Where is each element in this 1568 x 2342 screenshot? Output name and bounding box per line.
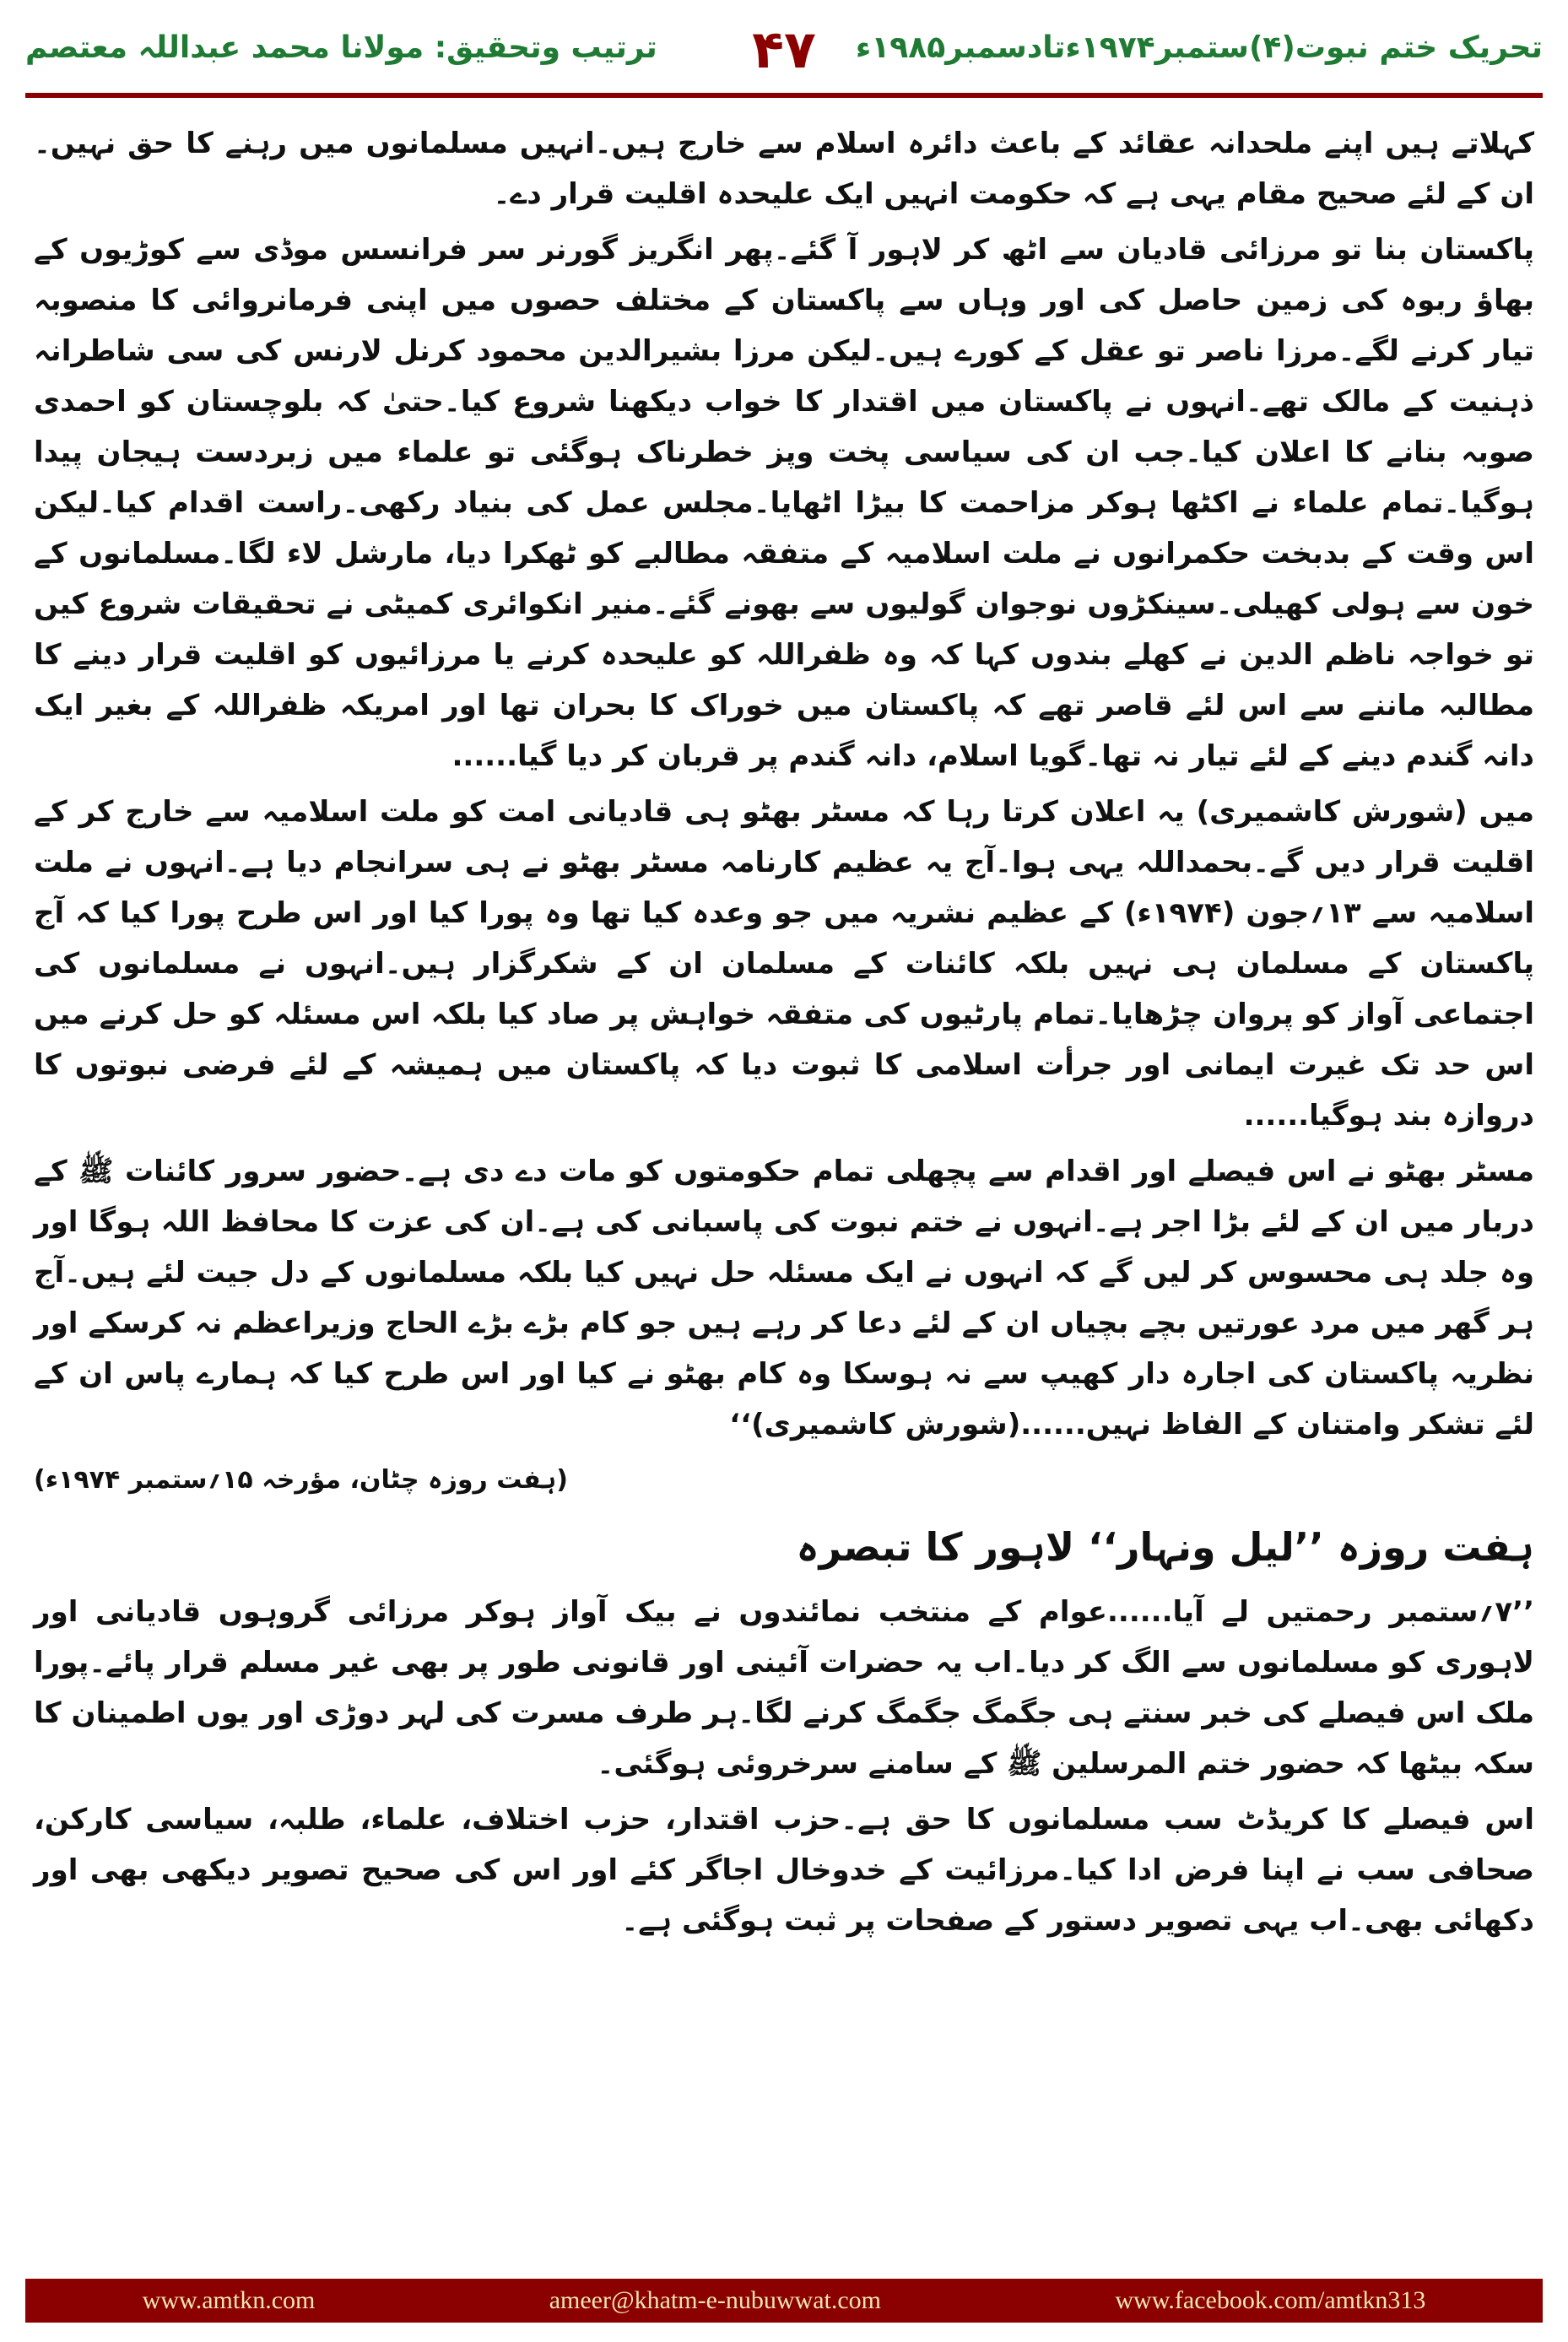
header-book-title: تحریک ختم نبوت(۴)ستمبر۱۹۷۴ءتادسمبر۱۹۸۵ء	[855, 30, 1543, 65]
footer-facebook-link[interactable]: www.facebook.com/amtkn313	[1115, 2286, 1426, 2314]
paragraph-4: مسٹر بھٹو نے اس فیصلے اور اقدام سے پچھلی تمام حکومتوں کو مات دے دی ہے۔حضور سرور کائنات ﷺ کے دربار میں ان کے لئے بڑا اجر ہے۔انہوں نے ختم نبوت کی پاسبانی کی ہے۔ان کی عزت کا محافظ اللہ ہوگا اور وہ جلد ہی محسوس کر لیں گے کہ انہوں نے ایک مسئلہ حل نہیں کیا بلکہ مسلمانوں کے دل جیت لئے ہیں۔آج ہر گھر میں مرد عورتیں بچے بچیاں ان کے لئے دعا کر رہے ہیں جو کام بڑے بڑے الحاج وزیراعظم نہ کرسکے اور نظریہ پاکستان کی اجارہ دار کھیپ سے نہ ہوسکا وہ کام بھٹو نے کیا اور اس طرح کیا کہ ہمارے پاس ان کے لئے تشکر وامتنان کے الفاظ نہیں......(شورش کاشمیری)‘‘	[34, 1155, 1534, 1441]
citation: (ہفت روزہ چٹان، مؤرخہ ۱۵؍ستمبر ۱۹۷۴ء)	[34, 1465, 568, 1495]
section-heading: ہفت روزہ ’’لیل ونہار‘‘ لاہور کا تبصرہ	[796, 1524, 1534, 1570]
citation-row	[34, 1455, 1534, 1506]
paragraph-6: اس فیصلے کا کریڈٹ سب مسلمانوں کا حق ہے۔حزب اقتدار، حزب اختلاف، علماء، طلبہ، سیاسی کارکن، صحافی سب نے اپنا فرض ادا کیا۔مرزائیت کے خدوخال اجاگر کئے اور اس کی صحیح تصویر دیکھی بھی اور دکھائی بھی۔اب یہی تصویر دستور کے صفحات پر ثبت ہوگئی ہے۔	[34, 1803, 1534, 1938]
paragraph-2: پاکستان بنا تو مرزائی قادیان سے اٹھ کر لاہور آ گئے۔پھر انگریز گورنر سر فرانسس موڈی سے کوڑیوں کے بھاؤ ربوہ کی زمین حاصل کی اور وہاں سے پاکستان کے مختلف حصوں میں اپنی فرمانروائی کا منصوبہ تیار کرنے لگے۔مرزا ناصر تو عقل کے کورے ہیں۔لیکن مرزا بشیرالدین محمود کرنل لارنس کی سی شاطرانہ ذہنیت کے مالک تھے۔انہوں نے پاکستان میں اقتدار کا خواب دیکھنا شروع کیا۔حتیٰ کہ بلوچستان کو احمدی صوبہ بنانے کا اعلان کیا۔جب ان کی سیاسی پخت وپز خطرناک ہوگئی تو علماء میں زبردست ہیجان پیدا ہوگیا۔تمام علماء نے اکٹھا ہوکر مزاحمت کا بیڑا اٹھایا۔مجلس عمل کی بنیاد رکھی۔راست اقدام کیا۔لیکن اس وقت کے بدبخت حکمرانوں نے ملت اسلامیہ کے متفقہ مطالبے کو ٹھکرا دیا، مارشل لاء لگا۔مسلمانوں کے خون سے ہولی کھیلی۔سینکڑوں نوجوان گولیوں سے بھونے گئے۔منیر انکوائری کمیٹی نے تحقیقات شروع کیں تو خواجہ ناظم الدین نے کھلے بندوں کہا کہ وہ ظفراللہ کو علیحدہ کرنے یا مرزائیوں کو اقلیت قرار دینے کا مطالبہ ماننے سے اس لئے قاصر تھے کہ پاکستان میں خوراک کا بحران تھا اور امریکہ ظفراللہ کے بغیر ایک دانہ گندم دینے کے لئے تیار نہ تھا۔گویا اسلام، دانہ گندم پر قربان کر دیا گیا......	[34, 233, 1534, 773]
paragraph-5: ’’۷؍ستمبر رحمتیں لے آیا......عوام کے منتخب نمائندوں نے بیک آواز ہوکر مرزائی گروہوں قادیانی اور لاہوری کو مسلمانوں سے الگ کر دیا۔اب یہ حضرات آئینی اور قانونی طور پر بھی غیر مسلم قرار پائے۔پورا ملک اس فیصلے کی خبر سنتے ہی جگمگ جگمگ کرنے لگا۔ہر طرف مسرت کی لہر دوڑی اور یوں اطمینان کا سکہ بیٹھا کہ حضور ختم المرسلین ﷺ کے سامنے سرخروئی ہوگئی۔	[34, 1595, 1534, 1781]
page-footer	[25, 2279, 1543, 2323]
page-header	[25, 19, 1543, 86]
paragraph-3: میں (شورش کاشمیری) یہ اعلان کرتا رہا کہ مسٹر بھٹو ہی قادیانی امت کو ملت اسلامیہ سے خارج کر کے اقلیت قرار دیں گے۔بحمداللہ یہی ہوا۔آج یہ عظیم کارنامہ مسٹر بھٹو نے ہی سرانجام دیا ہے۔انہوں نے ملت اسلامیہ سے ۱۳؍جون (۱۹۷۴ء) کے عظیم نشریہ میں جو وعدہ کیا تھا وہ پورا کیا اور اس طرح پورا کیا کہ آج پاکستان کے مسلمان ہی نہیں بلکہ کائنات کے مسلمان ان کے شکرگزار ہیں۔انہوں نے مسلمانوں کی اجتماعی آواز کو پروان چڑھایا۔تمام پارٹیوں کی متفقہ خواہش پر صاد کیا بلکہ اس مسئلہ کو حل کرنے میں اس حد تک غیرت ایمانی اور جرأت اسلامی کا ثبوت دیا کہ پاکستان میں ہمیشہ کے لئے فرضی نبوتوں کا دروازہ بند ہوگیا......	[34, 795, 1534, 1133]
footer-website-link[interactable]: www.amtkn.com	[142, 2286, 316, 2314]
footer-email-link[interactable]: ameer@khatm-e-nubuwwat.com	[549, 2286, 882, 2314]
main-text	[34, 118, 1534, 1951]
page-number: ۴۷	[752, 19, 816, 80]
paragraph-1: کہلاتے ہیں اپنے ملحدانہ عقائد کے باعث دائرہ اسلام سے خارج ہیں۔انہیں مسلمانوں میں رہنے کا حق نہیں۔ان کے لئے صحیح مقام یہی ہے کہ حکومت انہیں ایک علیحدہ اقلیت قرار دے۔	[34, 127, 1535, 211]
header-author: ترتیب وتحقیق: مولانا محمد عبداللہ معتصم	[25, 30, 657, 65]
header-divider	[25, 93, 1543, 98]
